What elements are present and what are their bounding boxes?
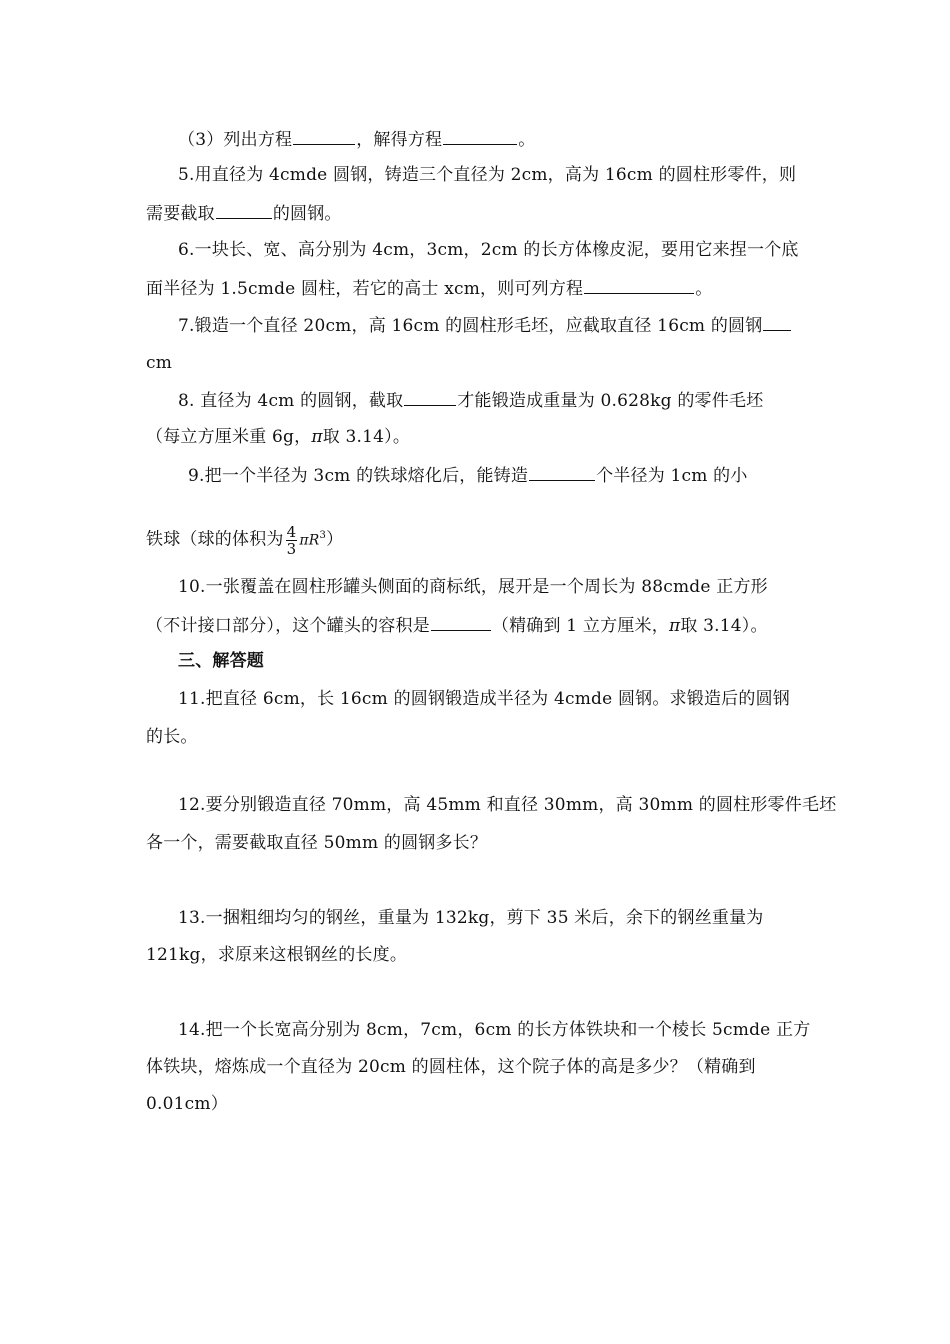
q4-part3-text-b: ，解得方程 (356, 130, 443, 150)
sphere-formula: πR (299, 532, 320, 549)
answer-blank (763, 314, 791, 331)
q14-line3: 0.01cm） (146, 1094, 228, 1114)
sphere-volume-fraction (286, 524, 298, 557)
answer-blank (216, 202, 272, 219)
q4-part3 (178, 128, 535, 151)
q12-line2: 各一个，需要截取直径 50mm 的圆钢多长？ (146, 833, 488, 853)
q7-line2: cm (146, 353, 173, 373)
q11-line1: 11.把直径 6cm，长 16cm 的圆钢锻造成半径为 4cmde 圆钢。求锻造后的圆钢 (178, 689, 790, 709)
pi-symbol: π (311, 427, 323, 447)
fraction-numerator: 4 (286, 522, 297, 541)
q10-line2-text-a: （不计接口部分），这个罐头的容积是 (146, 616, 430, 636)
q4-part3-text-a: （3）列出方程 (178, 130, 293, 150)
q9-line1-text-b: 个半径为 1cm 的小 (596, 466, 748, 486)
q13-line2: 121kg，求原来这根钢丝的长度。 (146, 945, 408, 965)
q8-line2-text-a: （每立方厘米重 6g， (146, 427, 312, 447)
q9-line2-text-b: ） (326, 529, 344, 550)
q5-line2-text-a: 需要截取 (146, 204, 215, 224)
q8-line2 (146, 426, 410, 448)
q12-line1: 12.要分别锻造直径 70mm，高 45mm 和直径 30mm，高 30mm 的圆柱形零件毛坯 (178, 795, 837, 815)
answer-blank (404, 389, 456, 406)
answer-blank (443, 128, 517, 145)
q7-line1 (178, 314, 792, 337)
q10-line2-text-c: 取 3.14）。 (680, 616, 768, 636)
q11-line2: 的长。 (146, 727, 198, 747)
q6-line2-text-b: 。 (695, 279, 713, 299)
q10-line2 (146, 614, 768, 637)
answer-blank (431, 614, 491, 631)
section-heading: 三、解答题 (178, 651, 264, 671)
q8-line1-text-a: 8. 直径为 4cm 的圆钢，截取 (178, 391, 404, 411)
q10-line2-text-b: （精确到 1 立方厘米， (491, 616, 669, 636)
q13-line1: 13.一捆粗细均匀的钢丝，重量为 132kg，剪下 35 米后，余下的钢丝重量为 (178, 908, 764, 928)
q14-line2: 体铁块，熔炼成一个直径为 20cm 的圆柱体，这个院子体的高是多少？（精确到 (146, 1057, 756, 1077)
q8-line2-text-b: 取 3.14）。 (322, 427, 411, 447)
answer-blank (293, 128, 355, 145)
q6-line2 (146, 277, 712, 300)
fraction-denominator: 3 (286, 539, 297, 558)
answer-blank (529, 464, 595, 481)
q14-line1: 14.把一个长宽高分别为 8cm，7cm，6cm 的长方体铁块和一个棱长 5cmde 正方 (178, 1020, 811, 1040)
q5-line2-text-b: 的圆钢。 (272, 204, 342, 224)
pi-symbol: π (668, 616, 681, 636)
q4-part3-text-c: 。 (518, 130, 536, 150)
q9-line1 (188, 464, 748, 487)
q6-line1: 6.一块长、宽、高分别为 4cm，3cm，2cm 的长方体橡皮泥，要用它来捏一个底 (178, 240, 799, 260)
q8-line1-text-b: 才能锻造成重量为 0.628kg 的零件毛坯 (457, 391, 764, 411)
q9-line2 (146, 516, 343, 561)
q9-line2-text-a: 铁球（球的体积为 (146, 529, 284, 550)
q6-line2-text-a: 面半径为 1.5cmde 圆柱，若它的高士 xcm，则可列方程 (146, 279, 584, 299)
q9-line1-text-a: 9.把一个半径为 3cm 的铁球熔化后，能铸造 (188, 466, 529, 486)
q8-line1 (178, 389, 763, 412)
q7-line1-text: 7.锻造一个直径 20cm，高 16cm 的圆柱形毛坯，应截取直径 16cm 的圆钢 (178, 316, 763, 336)
formula-exponent: 3 (319, 530, 327, 541)
q5-line2 (146, 202, 342, 225)
q10-line1: 10.一张覆盖在圆柱形罐头侧面的商标纸，展开是一个周长为 88cmde 正方形 (178, 577, 768, 597)
answer-blank (584, 277, 694, 294)
q5-line1: 5.用直径为 4cmde 圆钢，铸造三个直径为 2cm，高为 16cm 的圆柱形零件，则 (178, 165, 797, 185)
